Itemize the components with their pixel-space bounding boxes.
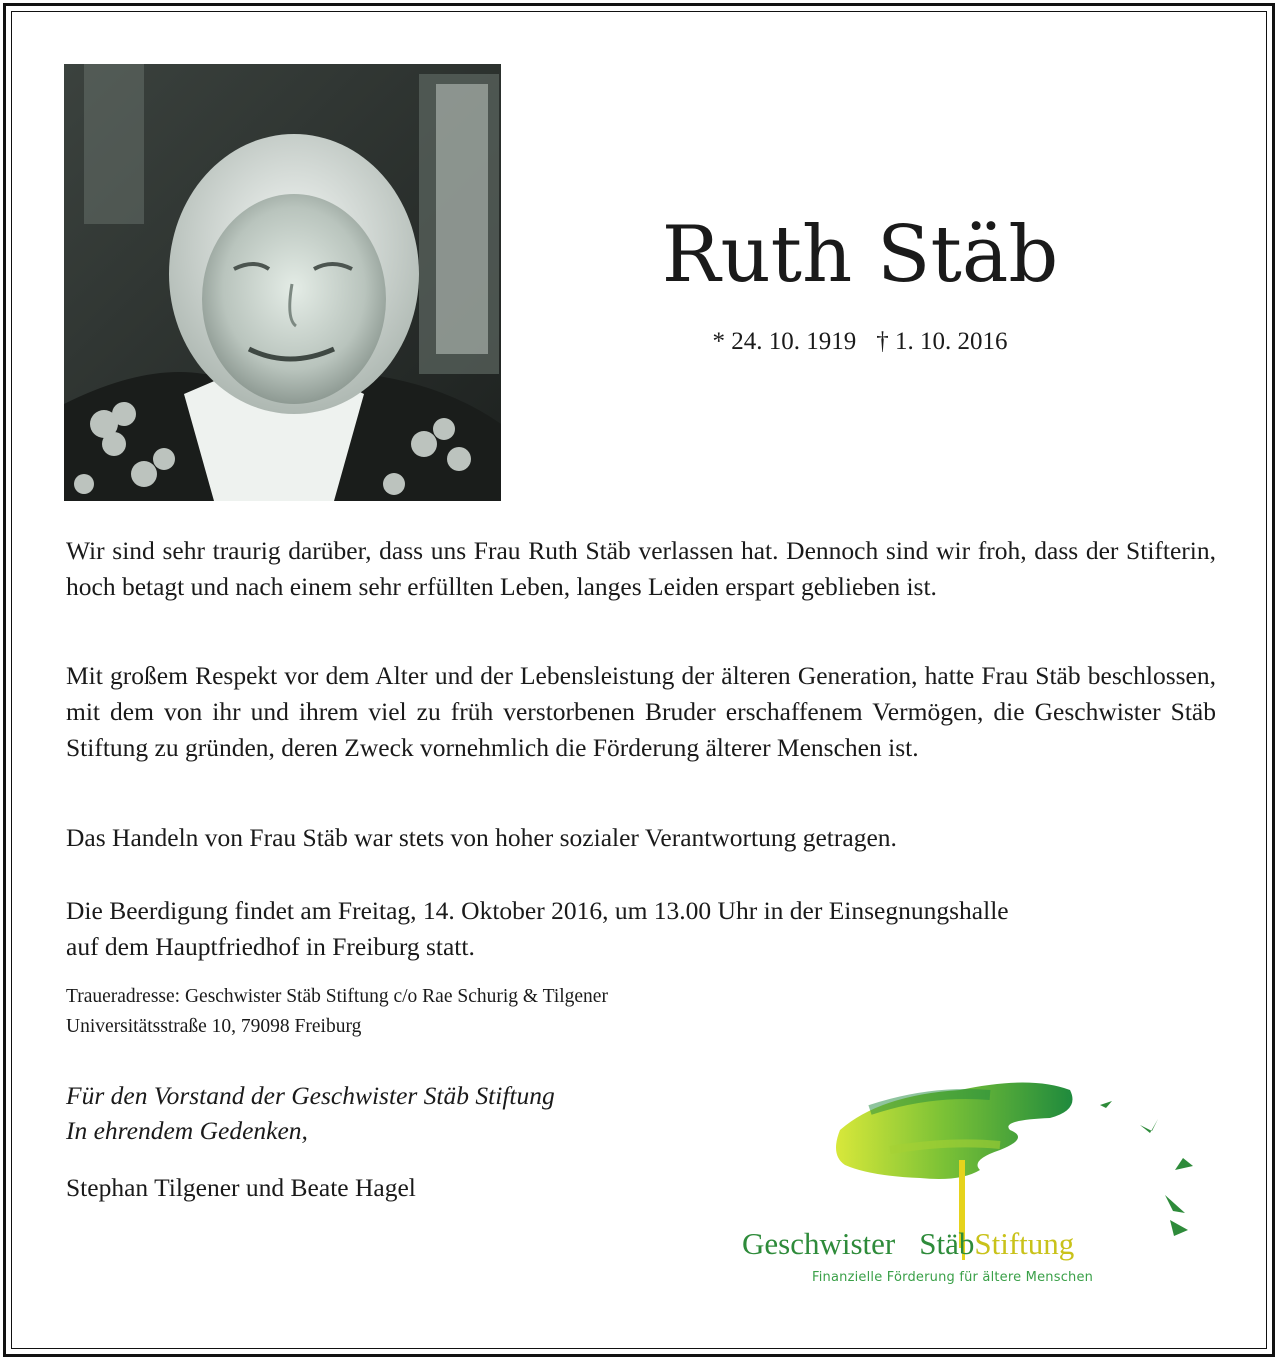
logo-tagline: Finanzielle Förderung für ältere Menschen — [812, 1270, 1094, 1285]
logo-word-stiftung: Stiftung — [974, 1226, 1075, 1261]
death-date: † 1. 10. 2016 — [876, 328, 1008, 355]
address-line-1: Traueradresse: Geschwister Stäb Stiftung c/o Rae Schurig & Tilgener — [66, 986, 608, 1007]
portrait-photo — [64, 64, 501, 501]
mourning-address — [66, 982, 608, 1042]
birth-date: * 24. 10. 1919 — [712, 328, 857, 355]
foundation-logo-tree-icon — [730, 1060, 1230, 1300]
signature-line-2: In ehrendem Gedenken, — [66, 1116, 308, 1145]
address-line-2: Universitätsstraße 10, 79098 Freiburg — [66, 1016, 362, 1037]
signature-block — [66, 1078, 555, 1148]
logo-wordmark — [742, 1226, 1074, 1262]
deceased-name: Ruth Stäb — [661, 210, 1059, 300]
paragraph-2: Mit großem Respekt vor dem Alter und der Lebensleistung der älteren Generation, hatte Frau Stäb beschlossen, mit dem von ihr und ihrem viel zu früh verstorbenen Bruder erschaffenem Vermögen, die Geschwister Stäb Stiftung zu gründen, deren Zweck vornehmlich die Förderung älterer Menschen ist. — [66, 661, 1216, 762]
funeral-line-1: Die Beerdigung findet am Freitag, 14. Oktober 2016, um 13.00 Uhr in der Einsegnungshalle — [66, 896, 1009, 925]
funeral-line-2: auf dem Hauptfriedhof in Freiburg statt. — [66, 932, 475, 961]
paragraph-1: Wir sind sehr traurig darüber, dass uns Frau Ruth Stäb verlassen hat. Dennoch sind wir froh, dass der Stifterin, hoch betagt und nach einem sehr erfüllten Leben, langes Leiden erspart geblieben ist. — [66, 536, 1216, 601]
signature-line-1: Für den Vorstand der Geschwister Stäb Stiftung — [66, 1081, 555, 1110]
logo-word-staeb: Stäb — [919, 1226, 975, 1261]
logo-word-geschwister: Geschwister — [742, 1226, 896, 1261]
paragraph-3: Das Handeln von Frau Stäb war stets von hoher sozialer Verantwortung getragen. — [66, 823, 897, 852]
signatories: Stephan Tilgener und Beate Hagel — [66, 1173, 416, 1202]
funeral-info — [66, 893, 1216, 965]
life-dates — [560, 328, 1160, 356]
